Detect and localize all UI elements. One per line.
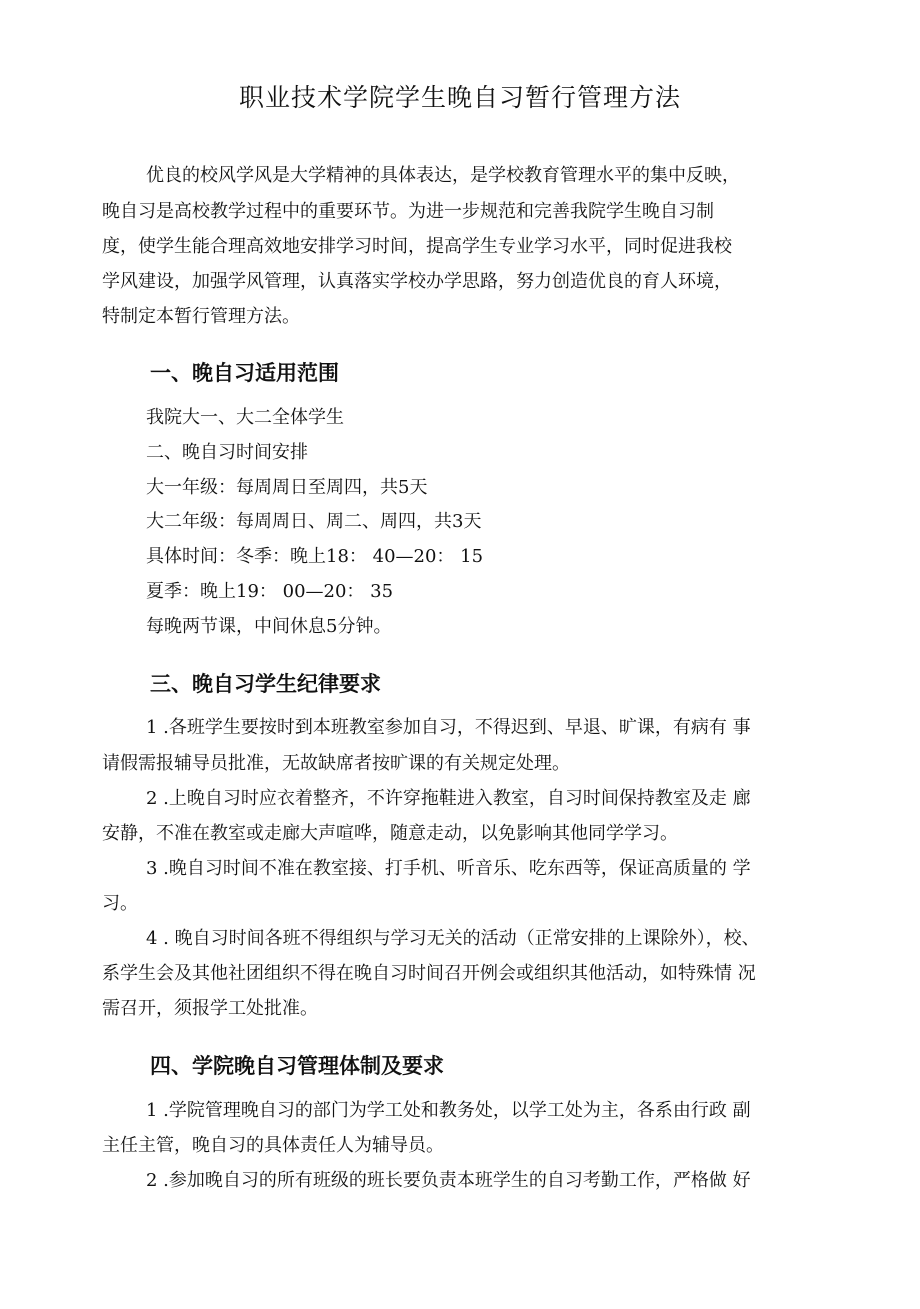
section-line: 系学生会及其他社团组织不得在晚自习时间召开例会或组织其他活动，如特殊情 况 — [102, 963, 756, 984]
section-line: 具体时间：冬季：晚上18： 40—20： 15 — [146, 546, 484, 567]
section-heading: 三、晚自习学生纪律要求 — [150, 672, 381, 696]
section-line: 安静，不准在教室或走廊大声喧哗，随意走动，以免影响其他同学学习。 — [102, 823, 678, 844]
section-line: 每晚两节课，中间休息5分钟。 — [146, 616, 392, 637]
section-line: 大二年级：每周周日、周二、周四，共3天 — [146, 511, 482, 532]
section-heading: 四、学院晚自习管理体制及要求 — [150, 1054, 444, 1078]
section-line: 1 .学院管理晚自习的部门为学工处和教务处，以学工处为主，各系由行政 副 — [146, 1100, 751, 1121]
section-line: 习。 — [102, 893, 138, 914]
section-line: 我院大一、大二全体学生 — [146, 407, 344, 428]
intro-line: 学风建设，加强学风管理，认真落实学校办学思路，努力创造优良的育人环境， — [102, 271, 732, 292]
section-line: 夏季：晚上19： 00—20： 35 — [146, 581, 394, 602]
section-line: 大一年级：每周周日至周四，共5天 — [146, 477, 428, 498]
intro-line: 度，使学生能合理高效地安排学习时间，提高学生专业学习水平，同时促进我校 — [102, 236, 732, 257]
section-line: 1 .各班学生要按时到本班教室参加自习，不得迟到、早退、旷课，有病有 事 — [146, 717, 751, 738]
section-line: 3 .晚自习时间不准在教室接、打手机、听音乐、吃东西等，保证高质量的 学 — [146, 858, 751, 879]
section-line: 需召开，须报学工处批准。 — [102, 998, 318, 1019]
section-line: 主任主管，晚自习的具体责任人为辅导员。 — [102, 1135, 444, 1156]
document-title: 职业技术学院学生晚自习暂行管理方法 — [238, 83, 681, 112]
intro-line: 晚自习是高校教学过程中的重要环节。为进一步规范和完善我院学生晚自习制 — [102, 201, 714, 222]
section-line: 二、晚自习时间安排 — [146, 442, 308, 463]
section-line: 2 .上晚自习时应衣着整齐，不许穿拖鞋进入教室，自习时间保持教室及走 廊 — [146, 788, 751, 809]
section-line: 4 . 晚自习时间各班不得组织与学习无关的活动（正常安排的上课除外），校、 — [146, 928, 760, 949]
section-heading: 一、晚自习适用范围 — [150, 361, 339, 385]
section-line: 2 .参加晚自习的所有班级的班长要负责本班学生的自习考勤工作，严格做 好 — [146, 1170, 751, 1191]
intro-line: 特制定本暂行管理方法。 — [102, 306, 300, 327]
section-line: 请假需报辅导员批准，无故缺席者按旷课的有关规定处理。 — [102, 753, 570, 774]
intro-line: 优良的校风学风是大学精神的具体表达，是学校教育管理水平的集中反映， — [146, 165, 740, 186]
